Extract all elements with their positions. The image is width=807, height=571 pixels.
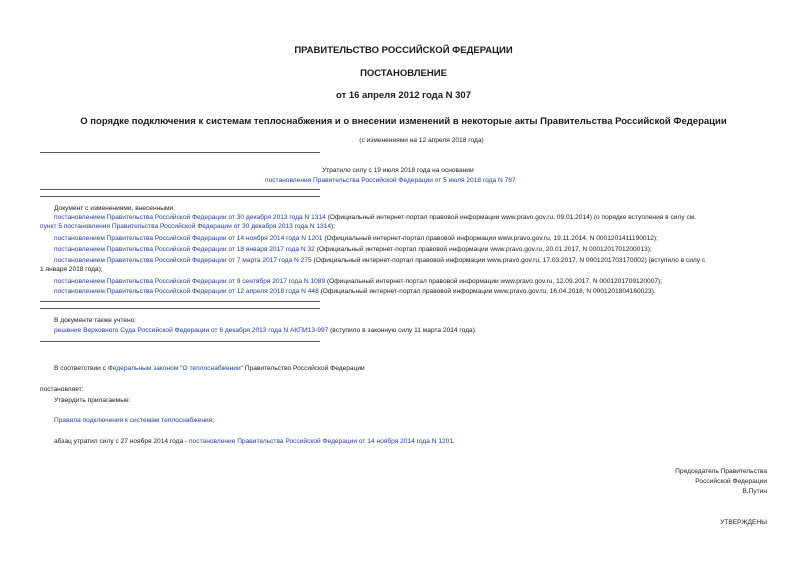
- repeal-decree-link[interactable]: постановление Правительства Российской Федерации от 14 ноября 2014 года N 1201: [189, 438, 453, 445]
- change-text: (Официальный интернет-портал правовой информации www.pravo.gov.ru, 16.04.2018, N 0001201804160023).: [318, 288, 656, 295]
- change-item: [54, 287, 656, 296]
- amended-note: (с изменениями на 12 апреля 2018 года): [359, 137, 484, 144]
- change-link[interactable]: пункт 5 постановления Правительства Российской Федерации от 30 декабря 2013 года N 1314: [40, 223, 331, 230]
- signature-name: В.Путин: [742, 488, 767, 495]
- repeal-link[interactable]: постановления Правительства Российской Федерации от 5 июля 2018 года N 787: [265, 177, 516, 184]
- change-link[interactable]: постановлением Правительства Российской Федерации от 18 января 2017 года N 32: [54, 246, 315, 253]
- divider: [40, 196, 320, 197]
- change-text: (Официальный интернет-портал правовой информации www.pravo.gov.ru, 09.01.2014) (о порядке вступления в силу см.: [325, 214, 697, 221]
- change-link[interactable]: постановлением Правительства Российской Федерации от 9 сентября 2017 года N 1089: [54, 278, 326, 285]
- government-heading: ПРАВИТЕЛЬСТВО РОССИЙСКОЙ ФЕДЕРАЦИИ: [294, 45, 513, 56]
- signature-position: Председатель Правительства: [675, 468, 767, 475]
- court-decision-link[interactable]: решение Верховного Суда Российской Федерации от 6 декабря 2013 года N АКПИ13-997: [54, 327, 329, 334]
- approved-heading: УТВЕРЖДЕНЫ: [720, 519, 767, 526]
- change-item: [54, 234, 658, 243]
- rules-text: ;: [212, 417, 215, 424]
- document-type-heading: ПОСТАНОВЛЕНИЕ: [360, 68, 447, 79]
- change-item: [54, 245, 652, 254]
- preamble-paragraph: [54, 364, 365, 373]
- approve-text: Утвердить прилагаемые:: [54, 397, 131, 404]
- change-text: (Официальный интернет-портал правовой информации www.pravo.gov.ru, 12.09.2017, N 0001201709120007);: [325, 278, 663, 285]
- change-item: [54, 277, 662, 286]
- preamble-text: В соответствии с: [54, 365, 108, 372]
- change-item: [54, 256, 705, 265]
- change-link[interactable]: постановлением Правительства Российской Федерации от 14 ноября 2014 года N 1201: [54, 235, 323, 242]
- preamble-text: Правительство Российской Федерации: [243, 365, 365, 372]
- divider: [40, 189, 320, 190]
- change-link[interactable]: постановлением Правительства Российской Федерации от 30 декабря 2013 года N 1314: [54, 214, 326, 221]
- change-text: (Официальный интернет-портал правовой информации www.pravo.gov.ru, 17.03.2017, N 0001201703170002) (вступило в силу с: [311, 257, 706, 264]
- change-item-continuation: 1 января 2018 года);: [40, 266, 103, 273]
- rules-item: [54, 416, 214, 425]
- considered-text: (вступило в законную силу 11 марта 2014 года).: [328, 327, 477, 334]
- federal-law-link[interactable]: Федеральным законом "О теплоснабжении": [107, 365, 243, 372]
- repealed-text: .: [453, 438, 455, 445]
- change-text: (Официальный интернет-портал правовой информации www.pravo.gov.ru, 20.01.2017, N 0001201701200013);: [314, 246, 652, 253]
- decrees-text: постановляет:: [40, 386, 84, 393]
- repeal-text: Утратило силу с 19 июля 2018 года на основании: [322, 167, 474, 174]
- change-text: (Официальный интернет-портал правовой информации www.pravo.gov.ru, 19.11.2014, N 0001201411190012);: [322, 235, 658, 242]
- change-link[interactable]: постановлением Правительства Российской Федерации от 12 апреля 2018 года N 448: [54, 288, 319, 295]
- repealed-paragraph: [54, 437, 455, 446]
- considered-item: [54, 326, 477, 335]
- divider: [40, 152, 320, 153]
- change-item-continuation: [40, 222, 335, 231]
- changes-intro: Документ с изменениями, внесенными:: [54, 205, 176, 212]
- considered-intro: В документе также учтено:: [54, 317, 137, 324]
- change-item: [54, 213, 696, 222]
- signature-position: Российской Федерации: [695, 478, 767, 485]
- divider: [40, 341, 320, 342]
- document-date-number: от 16 апреля 2012 года N 307: [336, 90, 471, 101]
- divider: [40, 308, 320, 309]
- document-title: О порядке подключения к системам теплоснабжения и о внесении изменений в некоторые акты Правительства Российской Федерации: [80, 116, 727, 127]
- divider: [40, 301, 320, 302]
- change-text: );: [331, 223, 336, 230]
- change-link[interactable]: постановлением Правительства Российской Федерации от 7 марта 2017 года N 275: [54, 257, 312, 264]
- repealed-text: абзац утратил силу с 27 ноября 2014 года -: [54, 438, 190, 445]
- rules-link[interactable]: Правила подключения к системам теплоснабжения: [54, 417, 213, 424]
